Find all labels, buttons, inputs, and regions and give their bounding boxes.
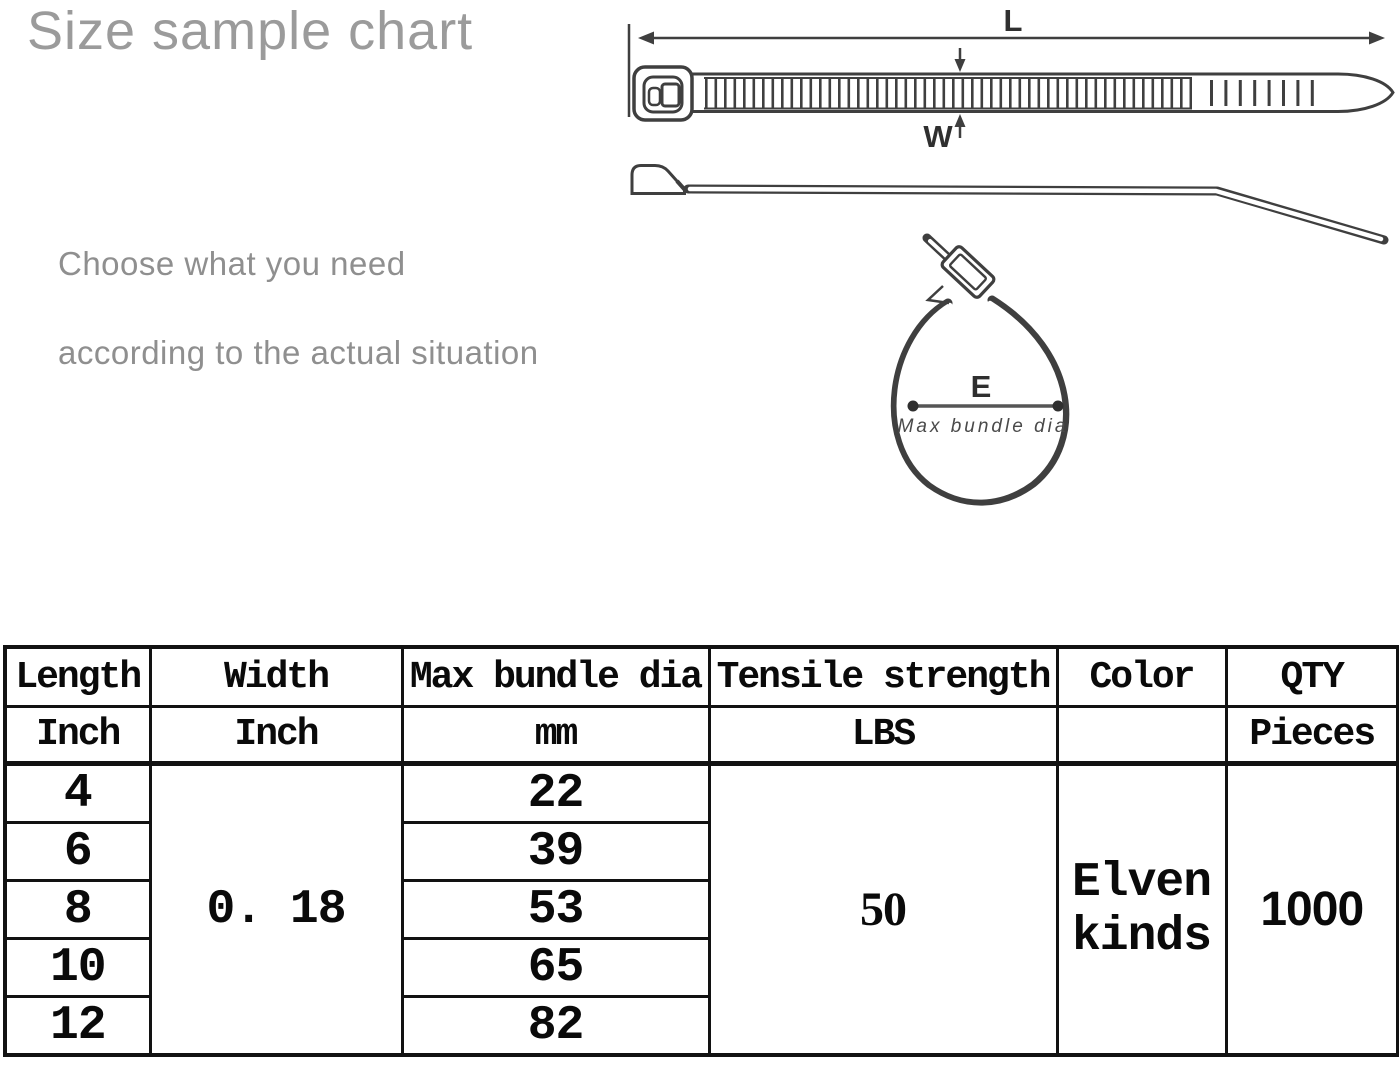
length-label: L bbox=[1003, 3, 1023, 38]
arrowhead-left-icon bbox=[638, 32, 654, 45]
table-row bbox=[5, 764, 1398, 823]
col-unit-length: Inch bbox=[5, 707, 150, 764]
cable-tie-side-view-diagram bbox=[632, 166, 1384, 241]
cable-tie-top-view-diagram bbox=[634, 67, 1393, 120]
col-header-color: Color bbox=[1057, 647, 1226, 707]
cell-max-bundle-dia: 53 bbox=[402, 881, 709, 939]
tie-band bbox=[692, 74, 1393, 112]
page-title: Size sample chart bbox=[27, 1, 474, 61]
diameter-label: E bbox=[970, 369, 992, 404]
dimension-dot-left bbox=[908, 401, 919, 412]
cell-max-bundle-dia: 65 bbox=[402, 939, 709, 997]
table-header-row bbox=[5, 647, 1398, 707]
cell-length: 6 bbox=[5, 823, 150, 881]
arrowhead-down-icon bbox=[955, 59, 966, 72]
size-table bbox=[3, 645, 1399, 1057]
width-label: W bbox=[923, 119, 953, 154]
table-units-row bbox=[5, 707, 1398, 764]
subtitle-line-2: according to the actual situation bbox=[58, 334, 539, 371]
cell-max-bundle-dia: 82 bbox=[402, 997, 709, 1056]
cell-max-bundle-dia: 39 bbox=[402, 823, 709, 881]
cell-width-merged: 0. 18 bbox=[150, 764, 402, 1056]
col-header-length: Length bbox=[5, 647, 150, 707]
cell-length: 8 bbox=[5, 881, 150, 939]
subtitle-line-1: Choose what you need bbox=[58, 245, 406, 282]
cell-color-merged: Elven kinds bbox=[1057, 764, 1226, 1056]
col-unit-width: Inch bbox=[150, 707, 402, 764]
col-unit-tensile-strength: LBS bbox=[709, 707, 1057, 764]
col-header-max-bundle-dia: Max bundle dia bbox=[402, 647, 709, 707]
bundle-diameter-indicator bbox=[898, 369, 1069, 437]
cell-length: 10 bbox=[5, 939, 150, 997]
col-unit-max-bundle-dia: mm bbox=[402, 707, 709, 764]
col-unit-qty: Pieces bbox=[1226, 707, 1398, 764]
cell-max-bundle-dia: 22 bbox=[402, 764, 709, 823]
arrowhead-right-icon bbox=[1369, 32, 1385, 45]
col-header-width: Width bbox=[150, 647, 402, 707]
dimension-dot-right bbox=[1053, 401, 1064, 412]
cell-tensile-merged: 50 bbox=[709, 764, 1057, 1056]
cell-qty-merged: 1000 bbox=[1226, 764, 1398, 1056]
cell-length: 12 bbox=[5, 997, 150, 1056]
col-unit-color bbox=[1057, 707, 1226, 764]
tie-head-side bbox=[632, 166, 685, 194]
col-header-tensile-strength: Tensile strength bbox=[709, 647, 1057, 707]
cell-length: 4 bbox=[5, 764, 150, 823]
col-header-qty: QTY bbox=[1226, 647, 1398, 707]
arrowhead-up-icon bbox=[955, 114, 966, 127]
diameter-caption: Max bundle dia bbox=[897, 416, 1069, 437]
